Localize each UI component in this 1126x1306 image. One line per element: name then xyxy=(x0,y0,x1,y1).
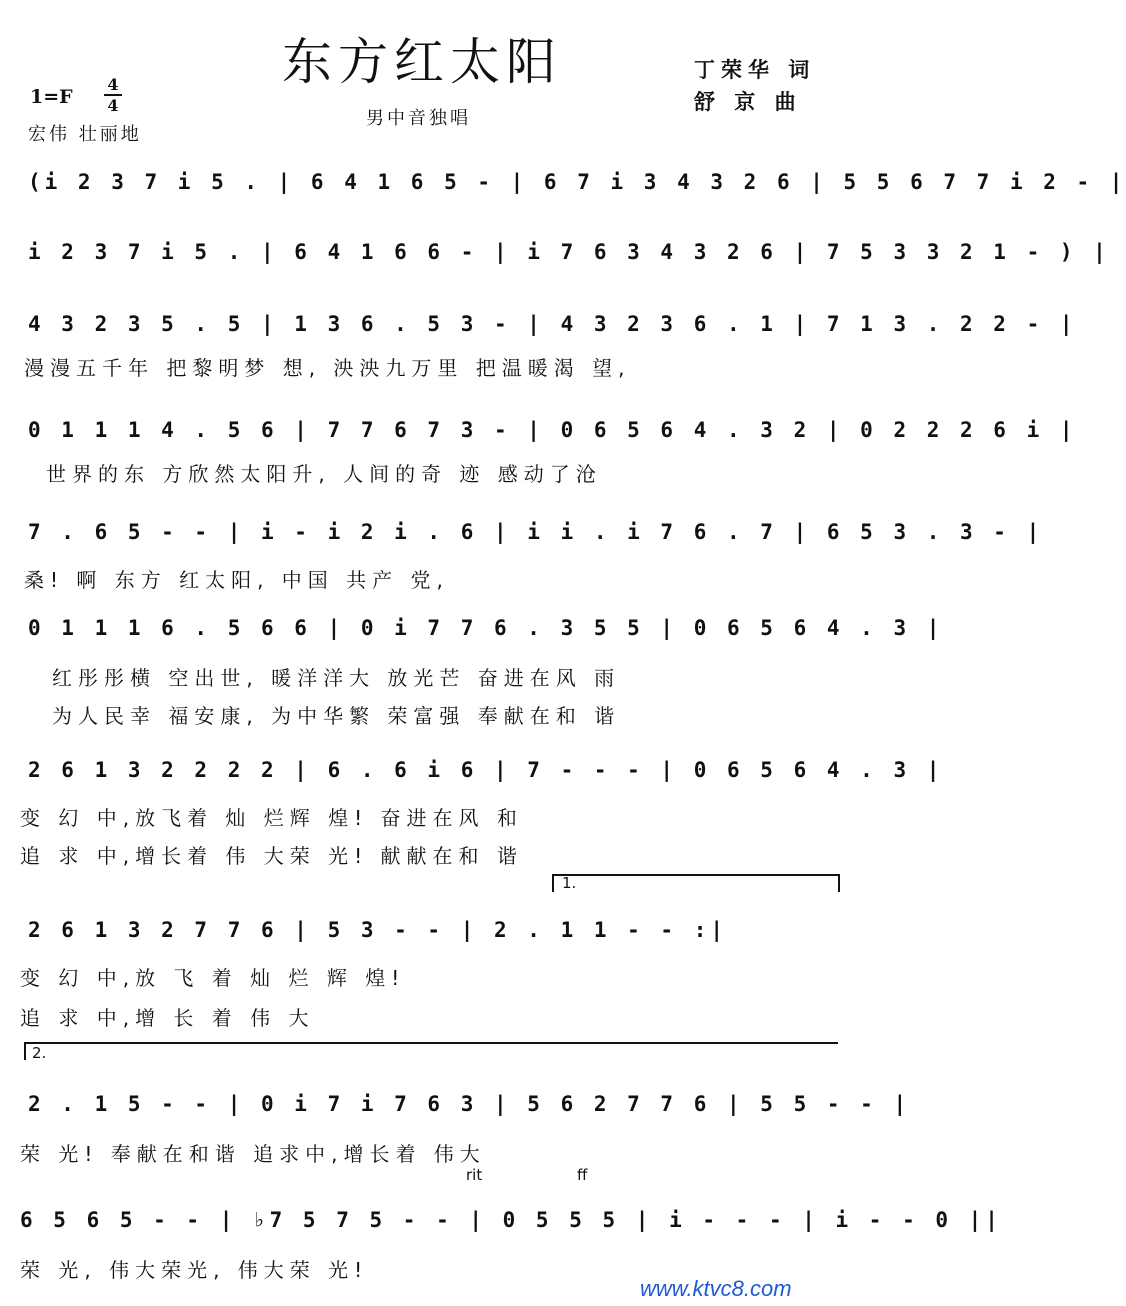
site-watermark: www.ktvc8.com xyxy=(640,1276,792,1301)
score-row-9-notes: 2 . 1 5 - - | 0 i 7 i 7 6 3 | 5 6 2 7 7 6 | 5 5 - - | xyxy=(28,1092,911,1116)
volta-2-label: 2. xyxy=(32,1044,47,1062)
score-row-10-lyric: 荣 光, 伟大荣光, 伟大荣 光! xyxy=(20,1258,369,1282)
score-row-5-lyric: 桑! 啊 东方 红太阳, 中国 共产 党, xyxy=(24,568,449,592)
score-row-7-lyric-verse-2: 追 求 中,增长着 伟 大荣 光! 献献在和 谐 xyxy=(20,844,523,868)
composer-credit: 舒 京 曲 xyxy=(694,90,802,114)
volta-1-bracket xyxy=(552,874,840,892)
score-row-8-lyric-verse-2: 追 求 中,增 长 着 伟 大 xyxy=(20,1006,315,1030)
score-row-7-notes: 2 6 1 3 2 2 2 2 | 6 . 6 i 6 | 7 - - - | 0 6 5 6 4 . 3 | xyxy=(28,758,944,782)
performance-note: 男中音独唱 xyxy=(366,108,471,129)
tempo-mood-marking: 宏伟 壮丽地 xyxy=(28,124,142,145)
score-row-8-lyric-verse-1: 变 幻 中,放 飞 着 灿 烂 辉 煌! xyxy=(20,966,406,990)
key-signature: 1=F xyxy=(30,86,73,108)
score-row-4-lyric: 世界的东 方欣然太阳升, 人间的奇 迹 感动了沧 xyxy=(46,462,602,486)
score-row-6-lyric-verse-2: 为人民幸 福安康, 为中华繁 荣富强 奉献在和 谐 xyxy=(52,704,621,728)
time-signature xyxy=(104,76,122,114)
score-row-7-lyric-verse-1: 变 幻 中,放飞着 灿 烂辉 煌! 奋进在风 和 xyxy=(20,806,523,830)
meter-bottom: 4 xyxy=(107,96,119,115)
meter-top: 4 xyxy=(107,75,119,94)
score-row-6-notes: 0 1 1 1 6 . 5 6 6 | 0 i 7 7 6 . 3 5 5 | 0 6 5 6 4 . 3 | xyxy=(28,616,944,640)
score-row-9-lyric: 荣 光! 奉献在和谐 追求中,增长着 伟大 xyxy=(20,1142,486,1166)
score-row-1-notes: (i 2 3 7 i 5 . | 6 4 1 6 5 - | 6 7 i 3 4 3 2 6 | 5 5 6 7 7 i 2 - | xyxy=(28,170,1126,194)
volta-2-bracket xyxy=(24,1042,838,1060)
score-row-10-notes: 6 5 6 5 - - | ♭7 5 7 5 - - | 0 5 5 5 | i - - - | i - - 0 || xyxy=(20,1208,1002,1232)
score-row-8-notes: 2 6 1 3 2 7 7 6 | 5 3 - - | 2 . 1 1 - - :| xyxy=(28,918,728,942)
score-row-4-notes: 0 1 1 1 4 . 5 6 | 7 7 6 7 3 - | 0 6 5 6 4 . 3 2 | 0 2 2 2 6 i | xyxy=(28,418,1077,442)
dynamics-marking: rit ff xyxy=(466,1166,588,1184)
score-row-2-notes: i 2 3 7 i 5 . | 6 4 1 6 6 - | i 7 6 3 4 3 2 6 | 7 5 3 3 2 1 - ) | xyxy=(28,240,1110,264)
lyricist-credit: 丁荣华 词 xyxy=(694,58,816,82)
score-row-3-lyric: 漫漫五千年 把黎明梦 想, 泱泱九万里 把温暖渴 望, xyxy=(24,356,631,380)
volta-1-label: 1. xyxy=(562,874,577,892)
score-row-3-notes: 4 3 2 3 5 . 5 | 1 3 6 . 5 3 - | 4 3 2 3 6 . 1 | 7 1 3 . 2 2 - | xyxy=(28,312,1077,336)
score-row-5-notes: 7 . 6 5 - - | i - i 2 i . 6 | i i . i 7 6 . 7 | 6 5 3 . 3 - | xyxy=(28,520,1044,544)
score-row-6-lyric-verse-1: 红彤彤横 空出世, 暖洋洋大 放光芒 奋进在风 雨 xyxy=(52,666,621,690)
song-title: 东方红太阳 xyxy=(282,33,562,91)
